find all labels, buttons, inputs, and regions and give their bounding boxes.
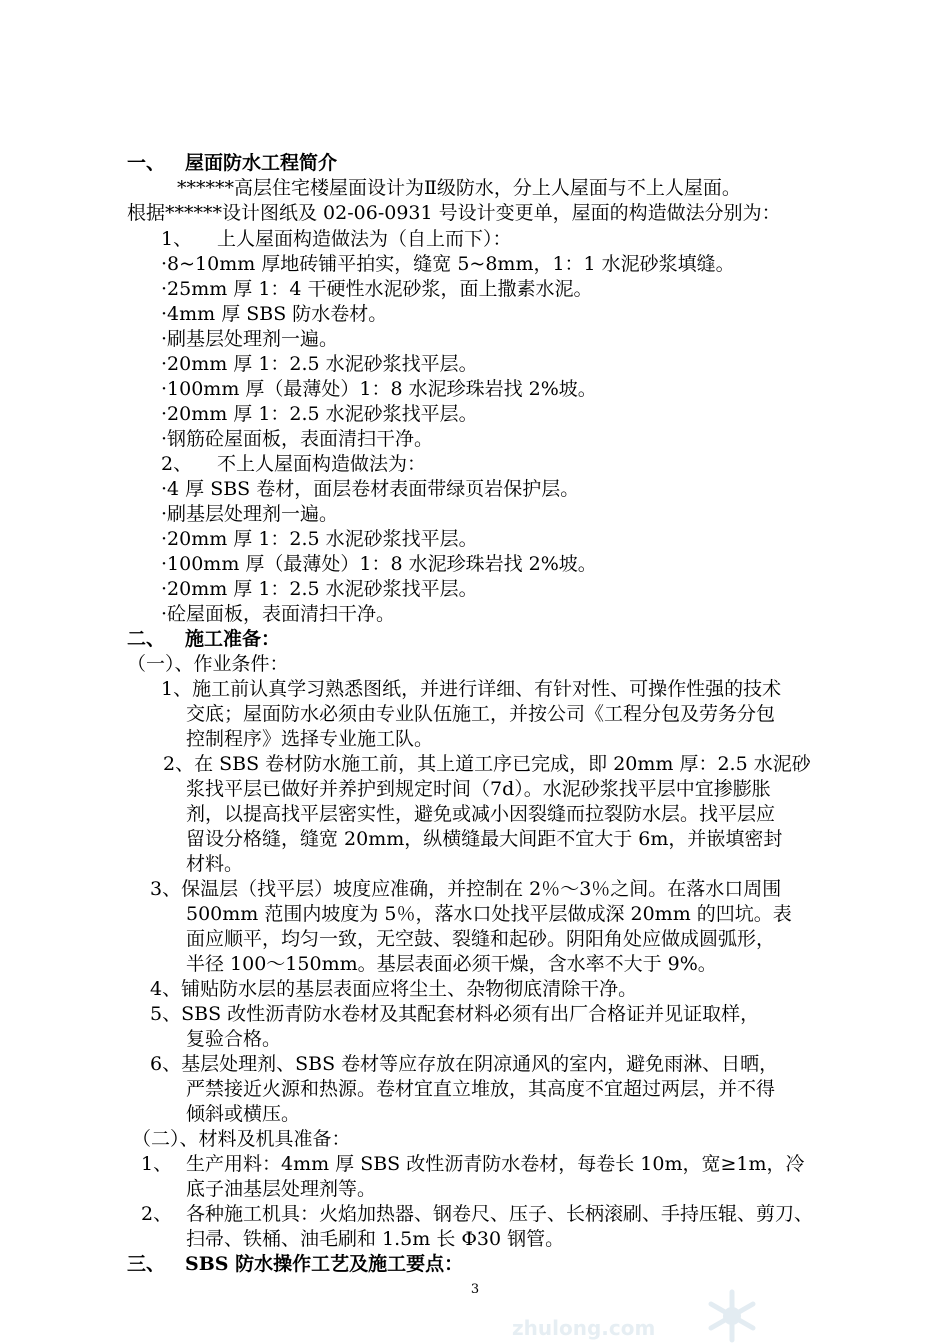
text-line [177,176,741,200]
line-text: ·20mm 厚 1：2.5 水泥砂浆找平层。 [161,578,478,600]
line-text: ·25mm 厚 1：4 干硬性水泥砂浆，面上撒素水泥。 [161,278,593,300]
text-line [186,1102,300,1126]
text-line [186,902,792,926]
line-text: ·20mm 厚 1：2.5 水泥砂浆找平层。 [161,353,478,375]
line-text: ·刷基层处理剂一遍。 [161,503,339,525]
page-number: 3 [470,1282,480,1297]
line-text: （一）、作业条件： [127,653,289,675]
line-text: 交底；屋面防水必须由专业队伍施工，并按公司《工程分包及劳务分包 [186,703,776,725]
text-line [186,852,243,876]
text-line [161,577,478,601]
line-text: ·100mm 厚（最薄处）1：8 水泥珍珠岩找 2%坡。 [161,378,597,400]
text-line [186,952,717,976]
line-text: 施工准备： [185,628,281,650]
item-number: 1、 [141,1153,173,1175]
text-line [141,1202,813,1226]
item-number: 三、 [127,1253,166,1275]
text-line [186,1027,281,1051]
text-line [161,602,395,626]
line-text: ·4 厚 SBS 卷材，面层卷材表面带绿页岩保护层。 [161,478,580,500]
line-text: ·20mm 厚 1：2.5 水泥砂浆找平层。 [161,528,478,550]
line-text: ·100mm 厚（最薄处）1：8 水泥珍珠岩找 2%坡。 [161,553,597,575]
line-text: 不上人屋面构造做法为： [217,453,427,475]
line-text: 2、在 SBS 卷材防水施工前，其上道工序已完成，即 20mm 厚：2.5 水泥砂 [163,753,811,775]
line-text: 浆找平层已做好并养护到规定时间（7d）。水泥砂浆找平层中宜掺膨胀 [186,778,771,800]
line-text: 面应顺平，均匀一致，无空鼓、裂缝和起砂。阴阳角处应做成圆弧形， [186,928,776,950]
text-line [161,227,512,251]
text-line [132,1127,351,1151]
text-line [150,1002,759,1026]
text-line [186,727,433,751]
text-line [161,302,387,326]
text-line [186,777,771,801]
text-line [141,1152,805,1176]
text-line [161,452,426,476]
line-text: ·20mm 厚 1：2.5 水泥砂浆找平层。 [161,403,478,425]
line-text: ·4mm 厚 SBS 防水卷材。 [161,303,388,325]
line-text: SBS 防水操作工艺及施工要点： [185,1253,464,1275]
text-line [161,552,597,576]
line-text: 扫帚、铁桶、油毛刷和 1.5m 长 Φ30 钢管。 [186,1228,565,1250]
watermark-text: zhulong.com [512,1316,656,1340]
text-line [186,1227,564,1251]
line-text: 剂，以提高找平层密实性，避免或减小因裂缝而拉裂防水层。找平层应 [186,803,776,825]
text-line [161,352,478,376]
line-text: 倾斜或横压。 [186,1103,301,1125]
text-line [186,702,775,726]
line-text: 500mm 范围内坡度为 5％，落水口处找平层做成深 20mm 的凹坑。表 [186,903,792,925]
line-text: 3、保温层（找平层）坡度应准确，并控制在 2％～3％之间。在落水口周围 [150,878,782,900]
text-line [161,377,597,401]
text-line [161,427,433,451]
text-line [163,752,811,776]
line-text: 留设分格缝，缝宽 20mm，纵横缝最大间距不宜大于 6m，并嵌填密封 [186,828,783,850]
text-line [186,1077,775,1101]
line-text: （二）、材料及机具准备： [132,1128,351,1150]
item-number: 2、 [141,1203,173,1225]
text-line [161,677,781,701]
text-line [186,827,782,851]
line-text: 控制程序》选择专业施工队。 [186,728,434,750]
section-heading [127,627,280,651]
item-number: 二、 [127,628,166,650]
text-line [161,502,338,526]
text-line [161,327,338,351]
section-heading [127,151,337,175]
text-line [161,277,593,301]
line-text: ·8~10mm 厚地砖铺平拍实，缝宽 5~8mm，1：1 水泥砂浆填缝。 [161,253,735,275]
item-number: 一、 [127,152,166,174]
text-line [161,477,579,501]
text-line [161,527,478,551]
item-number: 2、 [161,453,193,475]
text-line [127,652,289,676]
line-text: 各种施工机具：火焰加热器、钢卷尺、压子、长柄滚刷、手持压辊、剪刀、 [186,1203,814,1225]
line-text: ******高层住宅楼屋面设计为Ⅱ级防水，分上人屋面与不上人屋面。 [177,177,741,199]
text-line [186,1177,376,1201]
snowflake-logo-icon [700,1288,764,1344]
section-heading [127,1252,463,1276]
text-line [186,802,775,826]
line-text: 1、施工前认真学习熟悉图纸，并进行详细、有针对性、可操作性强的技术 [161,678,782,700]
text-line [150,977,637,1001]
line-text: 6、基层处理剂、SBS 卷材等应存放在阴凉通风的室内，避免雨淋、日晒， [150,1053,779,1075]
line-text: 5、SBS 改性沥青防水卷材及其配套材料必须有出厂合格证并见证取样， [150,1003,760,1025]
line-text: 上人屋面构造做法为（自上而下）： [217,228,512,250]
line-text: 生产用料：4mm 厚 SBS 改性沥青防水卷材，每卷长 10m，宽≥1m，冷 [186,1153,805,1175]
line-text: ·刷基层处理剂一遍。 [161,328,339,350]
text-line [150,1052,778,1076]
line-text: 严禁接近火源和热源。卷材宜直立堆放，其高度不宜超过两层，并不得 [186,1078,776,1100]
line-text: 底子油基层处理剂等。 [186,1178,377,1200]
line-text: 根据******设计图纸及 02-06-0931 号设计变更单，屋面的构造做法分别为： [127,202,781,224]
line-text: 材料。 [186,853,244,875]
line-text: ·砼屋面板，表面清扫干净。 [161,603,396,625]
text-line [127,201,781,225]
line-text: 复验合格。 [186,1028,282,1050]
line-text: ·钢筋砼屋面板，表面清扫干净。 [161,428,434,450]
text-line [150,877,781,901]
text-line [186,927,775,951]
line-text: 屋面防水工程简介 [185,152,338,174]
line-text: 4、铺贴防水层的基层表面应将尘土、杂物彻底清除干净。 [150,978,638,1000]
text-line [161,402,478,426]
item-number: 1、 [161,228,193,250]
text-line [161,252,735,276]
line-text: 半径 100～150mm。基层表面必须干燥，含水率不大于 9%。 [186,953,717,975]
